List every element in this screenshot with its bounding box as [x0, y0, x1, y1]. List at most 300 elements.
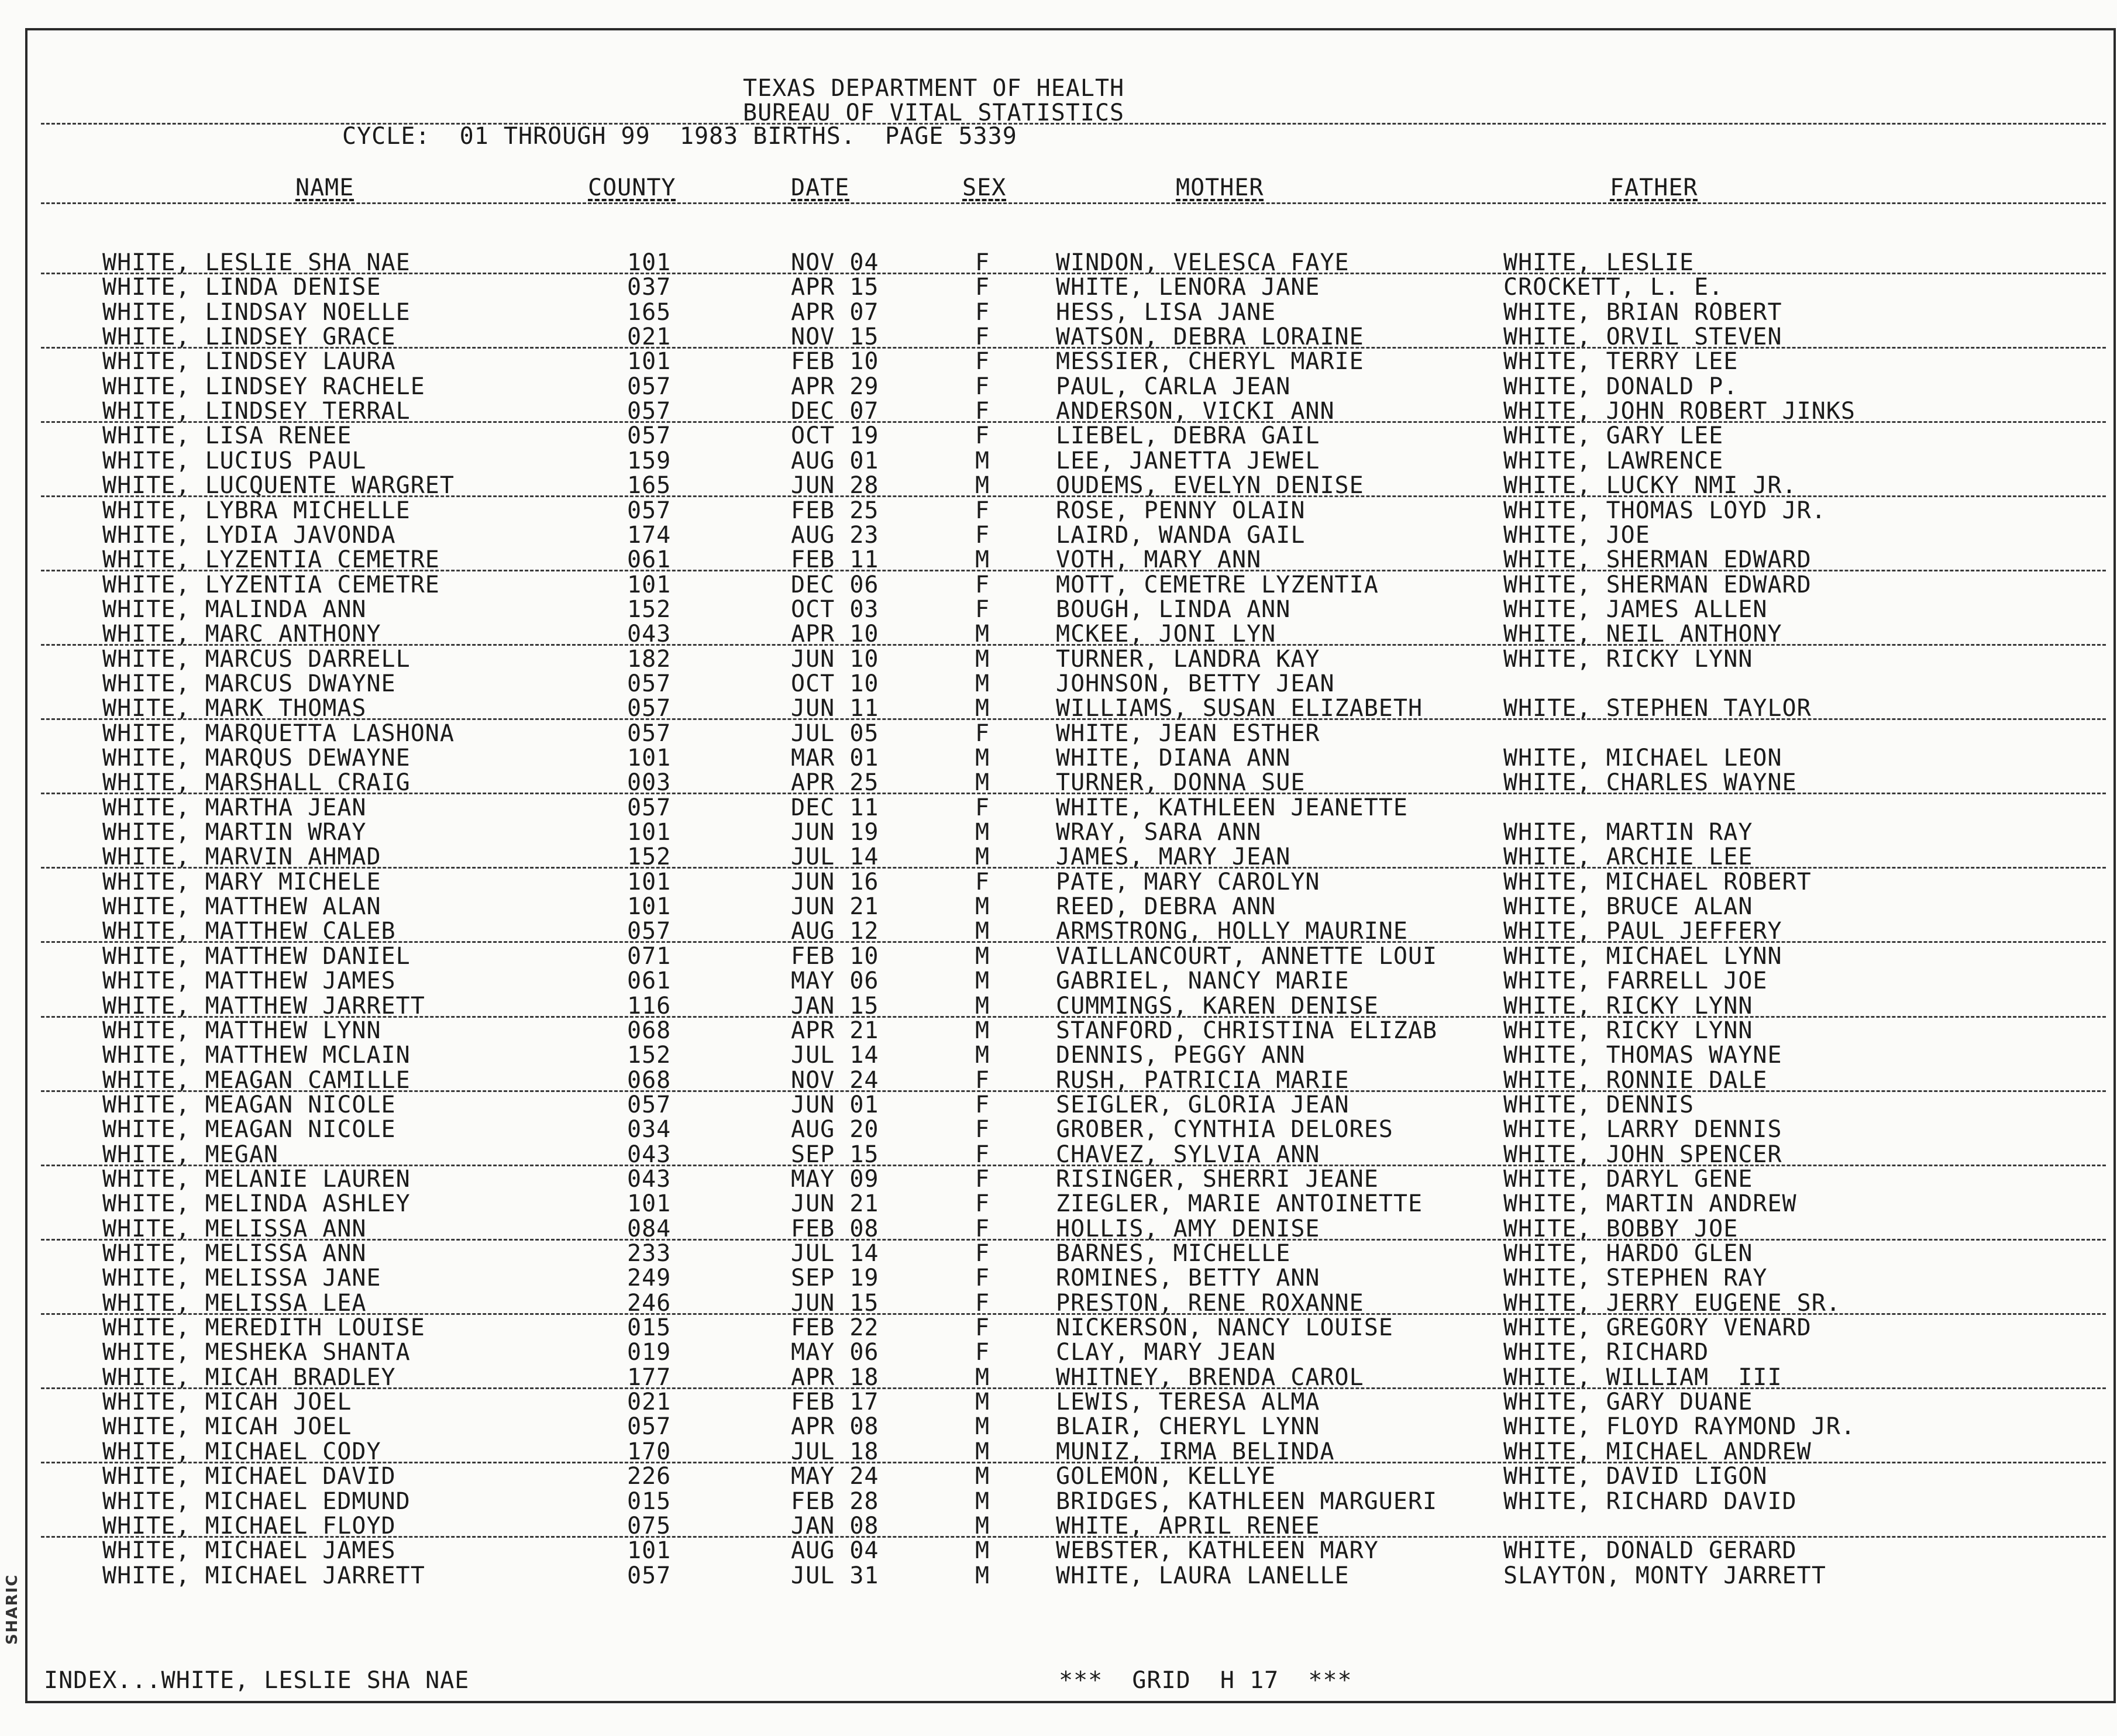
row-father: WHITE, MICHAEL LYNN [1503, 942, 1782, 970]
row-date: DEC 07 [791, 398, 879, 425]
row-name: WHITE, MEREDITH LOUISE [102, 1314, 425, 1342]
row-county: 152 [627, 595, 672, 623]
row-date: APR 08 [791, 1413, 879, 1441]
row-name: WHITE, MICHAEL FLOYD [102, 1512, 396, 1539]
row-mother: CLAY, MARY JEAN [1056, 1339, 1276, 1366]
row-county: 057 [627, 670, 672, 697]
row-name: WHITE, MARSHALL CRAIG [102, 769, 411, 797]
row-date: AUG 20 [791, 1116, 879, 1143]
row-father: WHITE, DARYL GENE [1503, 1165, 1753, 1193]
row-name: WHITE, MARC ANTHONY [102, 621, 381, 648]
row-date: DEC 06 [791, 571, 879, 598]
row-county: 101 [627, 249, 672, 276]
row-mother: TURNER, LANDRA KAY [1056, 645, 1320, 673]
row-mother: ZIEGLER, MARIE ANTOINETTE [1056, 1190, 1423, 1218]
row-name: WHITE, MELISSA LEA [102, 1289, 367, 1317]
row-father: WHITE, LAWRENCE [1503, 447, 1724, 474]
row-date: APR 29 [791, 373, 879, 400]
row-sex: F [975, 497, 990, 524]
row-date: OCT 19 [791, 422, 879, 450]
row-county: 165 [627, 298, 672, 326]
row-mother: CUMMINGS, KAREN DENISE [1056, 992, 1379, 1019]
row-name: WHITE, MATTHEW CALEB [102, 918, 396, 945]
row-county: 068 [627, 1066, 672, 1094]
row-sex: M [975, 1562, 990, 1589]
row-sex: M [975, 1017, 990, 1044]
row-father: WHITE, RICHARD [1503, 1339, 1709, 1366]
row-date: MAY 09 [791, 1165, 879, 1193]
row-name: WHITE, MALINDA ANN [102, 595, 367, 623]
row-date: JUL 05 [791, 719, 879, 747]
row-date: AUG 01 [791, 447, 879, 474]
row-date: JUN 15 [791, 1289, 879, 1317]
row-mother: MOTT, CEMETRE LYZENTIA [1056, 571, 1379, 598]
row-father: WHITE, GARY LEE [1503, 422, 1724, 450]
row-father: WHITE, BRIAN ROBERT [1503, 298, 1782, 326]
row-date: APR 07 [791, 298, 879, 326]
row-sex: M [975, 670, 990, 697]
row-date: JUN 01 [791, 1091, 879, 1118]
row-county: 101 [627, 571, 672, 598]
row-county: 043 [627, 621, 672, 648]
row-name: WHITE, MARCUS DARRELL [102, 645, 411, 673]
row-name: WHITE, MELANIE LAUREN [102, 1165, 411, 1193]
row-date: FEB 17 [791, 1389, 879, 1416]
row-name: WHITE, MATTHEW MCLAIN [102, 1042, 411, 1069]
row-name: WHITE, LINDSEY TERRAL [102, 398, 411, 425]
row-sex: F [975, 1141, 990, 1168]
row-county: 246 [627, 1289, 672, 1317]
row-mother: JAMES, MARY JEAN [1056, 843, 1291, 871]
row-county: 101 [627, 893, 672, 921]
row-name: WHITE, MICHAEL DAVID [102, 1463, 396, 1490]
row-sex: F [975, 348, 990, 376]
row-father: WHITE, LESLIE [1503, 249, 1695, 276]
row-date: NOV 24 [791, 1066, 879, 1094]
row-date: JUN 10 [791, 645, 879, 673]
row-name: WHITE, MEAGAN NICOLE [102, 1116, 396, 1143]
row-date: JUN 19 [791, 819, 879, 846]
row-mother: ROSE, PENNY OLAIN [1056, 497, 1306, 524]
row-father: WHITE, MICHAEL ANDREW [1503, 1438, 1812, 1465]
row-county: 174 [627, 521, 672, 549]
row-county: 021 [627, 1389, 672, 1416]
row-father: WHITE, SHERMAN EDWARD [1503, 546, 1812, 574]
row-county: 057 [627, 373, 672, 400]
row-date: FEB 22 [791, 1314, 879, 1342]
row-mother: WHITE, APRIL RENEE [1056, 1512, 1320, 1539]
row-sex: F [975, 1339, 990, 1366]
row-father: WHITE, THOMAS LOYD JR. [1503, 497, 1826, 524]
row-date: FEB 28 [791, 1487, 879, 1515]
header-subtitle: BUREAU OF VITAL STATISTICS [743, 99, 1125, 126]
row-father: WHITE, LUCKY NMI JR. [1503, 472, 1797, 500]
row-county: 152 [627, 843, 672, 871]
row-sex: M [975, 918, 990, 945]
row-father: WHITE, BOBBY JOE [1503, 1215, 1739, 1242]
row-name: WHITE, MARTHA JEAN [102, 794, 367, 821]
row-father: WHITE, MARTIN ANDREW [1503, 1190, 1797, 1218]
row-mother: CHAVEZ, SYLVIA ANN [1056, 1141, 1320, 1168]
row-father: SLAYTON, MONTY JARRETT [1503, 1562, 1826, 1589]
row-name: WHITE, LINDSAY NOELLE [102, 298, 411, 326]
row-date: JUN 11 [791, 695, 879, 722]
row-date: JUN 21 [791, 1190, 879, 1218]
row-county: 043 [627, 1141, 672, 1168]
row-sex: F [975, 1289, 990, 1317]
row-sex: M [975, 1487, 990, 1515]
row-mother: LEE, JANETTA JEWEL [1056, 447, 1320, 474]
row-father: WHITE, PAUL JEFFERY [1503, 918, 1782, 945]
row-father: WHITE, NEIL ANTHONY [1503, 621, 1782, 648]
row-sex: F [975, 422, 990, 450]
row-mother: ANDERSON, VICKI ANN [1056, 398, 1335, 425]
row-father: WHITE, FARRELL JOE [1503, 967, 1768, 995]
row-sex: M [975, 745, 990, 771]
row-mother: WILLIAMS, SUSAN ELIZABETH [1056, 695, 1423, 722]
row-date: JUN 16 [791, 868, 879, 895]
row-date: JUN 21 [791, 893, 879, 921]
row-sex: F [975, 521, 990, 549]
row-mother: WATSON, DEBRA LORAINE [1056, 323, 1364, 351]
row-county: 061 [627, 967, 672, 995]
row-sex: F [975, 249, 990, 276]
row-county: 061 [627, 546, 672, 574]
row-mother: ARMSTRONG, HOLLY MAURINE [1056, 918, 1408, 945]
row-county: 021 [627, 323, 672, 351]
row-mother: BRIDGES, KATHLEEN MARGUERI [1056, 1487, 1438, 1515]
row-date: JAN 08 [791, 1512, 879, 1539]
row-county: 165 [627, 472, 672, 500]
row-name: WHITE, LINDSEY GRACE [102, 323, 396, 351]
row-mother: BLAIR, CHERYL LYNN [1056, 1413, 1320, 1441]
row-county: 057 [627, 398, 672, 425]
row-father: WHITE, WILLIAM III [1503, 1363, 1782, 1391]
row-date: MAY 06 [791, 967, 879, 995]
row-mother: OUDEMS, EVELYN DENISE [1056, 472, 1364, 500]
row-county: 177 [627, 1363, 672, 1391]
row-father: WHITE, JOHN SPENCER [1503, 1141, 1782, 1168]
row-name: WHITE, LYBRA MICHELLE [102, 497, 411, 524]
row-county: 057 [627, 1413, 672, 1441]
row-county: 043 [627, 1165, 672, 1193]
row-name: WHITE, MARY MICHELE [102, 868, 381, 895]
row-county: 057 [627, 422, 672, 450]
row-county: 071 [627, 942, 672, 970]
row-date: SEP 15 [791, 1141, 879, 1168]
row-date: MAR 01 [791, 745, 879, 771]
row-date: OCT 03 [791, 595, 879, 623]
row-mother: WINDON, VELESCA FAYE [1056, 249, 1350, 276]
row-name: WHITE, MELINDA ASHLEY [102, 1190, 411, 1218]
row-date: AUG 04 [791, 1537, 879, 1565]
row-name: WHITE, LESLIE SHA NAE [102, 249, 411, 276]
row-sex: F [975, 373, 990, 400]
row-mother: WHITE, DIANA ANN [1056, 745, 1291, 771]
row-date: FEB 11 [791, 546, 879, 574]
row-mother: NICKERSON, NANCY LOUISE [1056, 1314, 1393, 1342]
row-name: WHITE, LINDA DENISE [102, 274, 381, 301]
row-sex: M [975, 1413, 990, 1441]
row-county: 015 [627, 1314, 672, 1342]
row-mother: SEIGLER, GLORIA JEAN [1056, 1091, 1350, 1118]
row-name: WHITE, MESHEKA SHANTA [102, 1339, 411, 1366]
row-mother: ROMINES, BETTY ANN [1056, 1265, 1320, 1292]
row-county: 034 [627, 1116, 672, 1143]
row-date: APR 18 [791, 1363, 879, 1391]
row-name: WHITE, MEGAN [102, 1141, 278, 1168]
row-name: WHITE, MARQUETTA LASHONA [102, 719, 455, 747]
row-sex: F [975, 398, 990, 425]
row-mother: RISINGER, SHERRI JEANE [1056, 1165, 1379, 1193]
row-county: 057 [627, 719, 672, 747]
row-name: WHITE, LYZENTIA CEMETRE [102, 571, 440, 598]
row-mother: LAIRD, WANDA GAIL [1056, 521, 1306, 549]
row-name: WHITE, MATTHEW JARRETT [102, 992, 425, 1019]
row-sex: M [975, 843, 990, 871]
row-mother: LIEBEL, DEBRA GAIL [1056, 422, 1320, 450]
row-name: WHITE, MICHAEL JAMES [102, 1537, 396, 1565]
row-county: 101 [627, 819, 672, 846]
cycle-line: CYCLE: 01 THROUGH 99 1983 BIRTHS. PAGE 5339 [342, 123, 1017, 150]
row-sex: F [975, 595, 990, 623]
row-date: DEC 11 [791, 794, 879, 821]
row-date: JUL 31 [791, 1562, 879, 1589]
row-name: WHITE, MELISSA JANE [102, 1265, 381, 1292]
row-sex: F [975, 1314, 990, 1342]
row-name: WHITE, MICAH JOEL [102, 1413, 352, 1441]
row-county: 019 [627, 1339, 672, 1366]
row-date: JAN 15 [791, 992, 879, 1019]
row-sex: M [975, 1389, 990, 1416]
row-county: 159 [627, 447, 672, 474]
footer-index: INDEX...WHITE, LESLIE SHA NAE [44, 1667, 470, 1694]
col-header-county: COUNTY [588, 174, 676, 201]
row-county: 233 [627, 1240, 672, 1267]
row-name: WHITE, MARTIN WRAY [102, 819, 367, 846]
row-date: OCT 10 [791, 670, 879, 697]
row-name: WHITE, MICAH BRADLEY [102, 1363, 396, 1391]
row-father: WHITE, GARY DUANE [1503, 1389, 1753, 1416]
row-date: APR 25 [791, 769, 879, 797]
row-sex: M [975, 472, 990, 500]
row-name: WHITE, LUCIUS PAUL [102, 447, 367, 474]
row-date: MAY 24 [791, 1463, 879, 1490]
row-date: NOV 15 [791, 323, 879, 351]
row-father: WHITE, LARRY DENNIS [1503, 1116, 1782, 1143]
row-county: 015 [627, 1487, 672, 1515]
row-name: WHITE, MICHAEL EDMUND [102, 1487, 411, 1515]
row-mother: PRESTON, RENE ROXANNE [1056, 1289, 1364, 1317]
row-name: WHITE, MATTHEW LYNN [102, 1017, 381, 1044]
row-mother: LEWIS, TERESA ALMA [1056, 1389, 1320, 1416]
row-date: AUG 23 [791, 521, 879, 549]
row-father: WHITE, JOE [1503, 521, 1650, 549]
row-date: AUG 12 [791, 918, 879, 945]
row-sex: F [975, 1240, 990, 1267]
row-sex: F [975, 274, 990, 301]
row-father: WHITE, MICHAEL LEON [1503, 745, 1782, 771]
row-sex: M [975, 695, 990, 722]
row-county: 101 [627, 868, 672, 895]
row-father: WHITE, DONALD P. [1503, 373, 1739, 400]
row-sex: M [975, 967, 990, 995]
row-name: WHITE, LINDSEY RACHELE [102, 373, 425, 400]
row-father: WHITE, GREGORY VENARD [1503, 1314, 1812, 1342]
col-header-sex: SEX [962, 174, 1007, 201]
row-county: 084 [627, 1215, 672, 1242]
col-header-name: NAME [295, 174, 354, 201]
row-mother: PAUL, CARLA JEAN [1056, 373, 1291, 400]
row-father: WHITE, RICHARD DAVID [1503, 1487, 1797, 1515]
row-name: WHITE, MATTHEW DANIEL [102, 942, 411, 970]
row-date: MAY 06 [791, 1339, 879, 1366]
row-father: WHITE, BRUCE ALAN [1503, 893, 1753, 921]
row-county: 116 [627, 992, 672, 1019]
row-name: WHITE, LYZENTIA CEMETRE [102, 546, 440, 574]
row-sex: F [975, 323, 990, 351]
row-name: WHITE, MEAGAN NICOLE [102, 1091, 396, 1118]
row-mother: WHITE, LAURA LANELLE [1056, 1562, 1350, 1589]
row-sex: M [975, 942, 990, 970]
row-name: WHITE, LINDSEY LAURA [102, 348, 396, 376]
row-mother: WHITE, LENORA JANE [1056, 274, 1320, 301]
row-father: WHITE, DAVID LIGON [1503, 1463, 1768, 1490]
row-father: WHITE, CHARLES WAYNE [1503, 769, 1797, 797]
row-sex: M [975, 447, 990, 474]
row-mother: VOTH, MARY ANN [1056, 546, 1262, 574]
row-father: WHITE, ORVIL STEVEN [1503, 323, 1782, 351]
row-county: 057 [627, 497, 672, 524]
row-sex: M [975, 819, 990, 846]
row-sex: F [975, 1165, 990, 1193]
row-mother: WEBSTER, KATHLEEN MARY [1056, 1537, 1379, 1565]
row-mother: MUNIZ, IRMA BELINDA [1056, 1438, 1335, 1465]
col-header-mother: MOTHER [1176, 174, 1264, 201]
row-father: WHITE, DENNIS [1503, 1091, 1695, 1118]
row-name: WHITE, LUCQUENTE WARGRET [102, 472, 455, 500]
row-father: WHITE, JAMES ALLEN [1503, 595, 1768, 623]
side-label: SHARIC [4, 1573, 21, 1645]
row-date: FEB 08 [791, 1215, 879, 1242]
row-sex: M [975, 1363, 990, 1391]
row-name: WHITE, MATTHEW JAMES [102, 967, 396, 995]
row-mother: GABRIEL, NANCY MARIE [1056, 967, 1350, 995]
row-name: WHITE, MARQUS DEWAYNE [102, 745, 411, 771]
row-mother: VAILLANCOURT, ANNETTE LOUI [1056, 942, 1438, 970]
row-mother: DENNIS, PEGGY ANN [1056, 1042, 1306, 1069]
row-father: WHITE, RONNIE DALE [1503, 1066, 1768, 1094]
row-father: WHITE, HARDO GLEN [1503, 1240, 1753, 1267]
row-sex: M [975, 769, 990, 797]
row-mother: GOLEMON, KELLYE [1056, 1463, 1276, 1490]
column-header-rule [41, 202, 2106, 204]
row-mother: JOHNSON, BETTY JEAN [1056, 670, 1335, 697]
row-mother: WHITE, JEAN ESTHER [1056, 719, 1320, 747]
row-name: WHITE, MELISSA ANN [102, 1215, 367, 1242]
row-date: JUN 28 [791, 472, 879, 500]
row-father: CROCKETT, L. E. [1503, 274, 1724, 301]
row-father: WHITE, STEPHEN RAY [1503, 1265, 1768, 1292]
row-date: JUL 14 [791, 843, 879, 871]
row-father: WHITE, MICHAEL ROBERT [1503, 868, 1812, 895]
row-father: WHITE, THOMAS WAYNE [1503, 1042, 1782, 1069]
row-sex: F [975, 1190, 990, 1218]
row-county: 057 [627, 918, 672, 945]
row-father: WHITE, FLOYD RAYMOND JR. [1503, 1413, 1856, 1441]
row-date: SEP 19 [791, 1265, 879, 1292]
row-name: WHITE, MARVIN AHMAD [102, 843, 381, 871]
row-date: JUL 14 [791, 1042, 879, 1069]
row-father: WHITE, JERRY EUGENE SR. [1503, 1289, 1841, 1317]
row-county: 101 [627, 348, 672, 376]
row-county: 075 [627, 1512, 672, 1539]
row-county: 057 [627, 695, 672, 722]
row-sex: M [975, 645, 990, 673]
row-sex: M [975, 546, 990, 574]
row-county: 101 [627, 1190, 672, 1218]
row-date: APR 21 [791, 1017, 879, 1044]
row-date: FEB 10 [791, 942, 879, 970]
row-sex: F [975, 1215, 990, 1242]
row-mother: WHITNEY, BRENDA CAROL [1056, 1363, 1364, 1391]
row-date: APR 15 [791, 274, 879, 301]
row-mother: REED, DEBRA ANN [1056, 893, 1276, 921]
row-father: WHITE, DONALD GERARD [1503, 1537, 1797, 1565]
row-father: WHITE, RICKY LYNN [1503, 645, 1753, 673]
row-mother: WHITE, KATHLEEN JEANETTE [1056, 794, 1408, 821]
row-sex: M [975, 1438, 990, 1465]
footer-grid: *** GRID H 17 *** [1059, 1667, 1352, 1694]
row-county: 101 [627, 745, 672, 771]
row-name: WHITE, LYDIA JAVONDA [102, 521, 396, 549]
row-county: 057 [627, 1091, 672, 1118]
row-date: FEB 25 [791, 497, 879, 524]
row-sex: M [975, 1537, 990, 1565]
row-father: WHITE, STEPHEN TAYLOR [1503, 695, 1812, 722]
row-date: JUL 14 [791, 1240, 879, 1267]
row-father: WHITE, RICKY LYNN [1503, 1017, 1753, 1044]
row-name: WHITE, MATTHEW ALAN [102, 893, 381, 921]
row-county: 152 [627, 1042, 672, 1069]
row-name: WHITE, MEAGAN CAMILLE [102, 1066, 411, 1094]
row-mother: PATE, MARY CAROLYN [1056, 868, 1320, 895]
row-sex: M [975, 992, 990, 1019]
row-father: WHITE, MARTIN RAY [1503, 819, 1753, 846]
row-father: WHITE, ARCHIE LEE [1503, 843, 1753, 871]
row-mother: BOUGH, LINDA ANN [1056, 595, 1291, 623]
row-date: APR 10 [791, 621, 879, 648]
row-mother: MESSIER, CHERYL MARIE [1056, 348, 1364, 376]
row-name: WHITE, MARK THOMAS [102, 695, 367, 722]
row-county: 170 [627, 1438, 672, 1465]
row-father: WHITE, JOHN ROBERT JINKS [1503, 398, 1856, 425]
row-father: WHITE, RICKY LYNN [1503, 992, 1753, 1019]
row-mother: GROBER, CYNTHIA DELORES [1056, 1116, 1393, 1143]
row-mother: BARNES, MICHELLE [1056, 1240, 1291, 1267]
header-title: TEXAS DEPARTMENT OF HEALTH [743, 75, 1125, 102]
row-county: 182 [627, 645, 672, 673]
row-name: WHITE, MELISSA ANN [102, 1240, 367, 1267]
row-father: WHITE, SHERMAN EDWARD [1503, 571, 1812, 598]
row-county: 226 [627, 1463, 672, 1490]
row-sex: F [975, 1091, 990, 1118]
row-sex: F [975, 1066, 990, 1094]
row-county: 249 [627, 1265, 672, 1292]
row-sex: F [975, 719, 990, 747]
row-sex: M [975, 893, 990, 921]
row-sex: F [975, 1116, 990, 1143]
